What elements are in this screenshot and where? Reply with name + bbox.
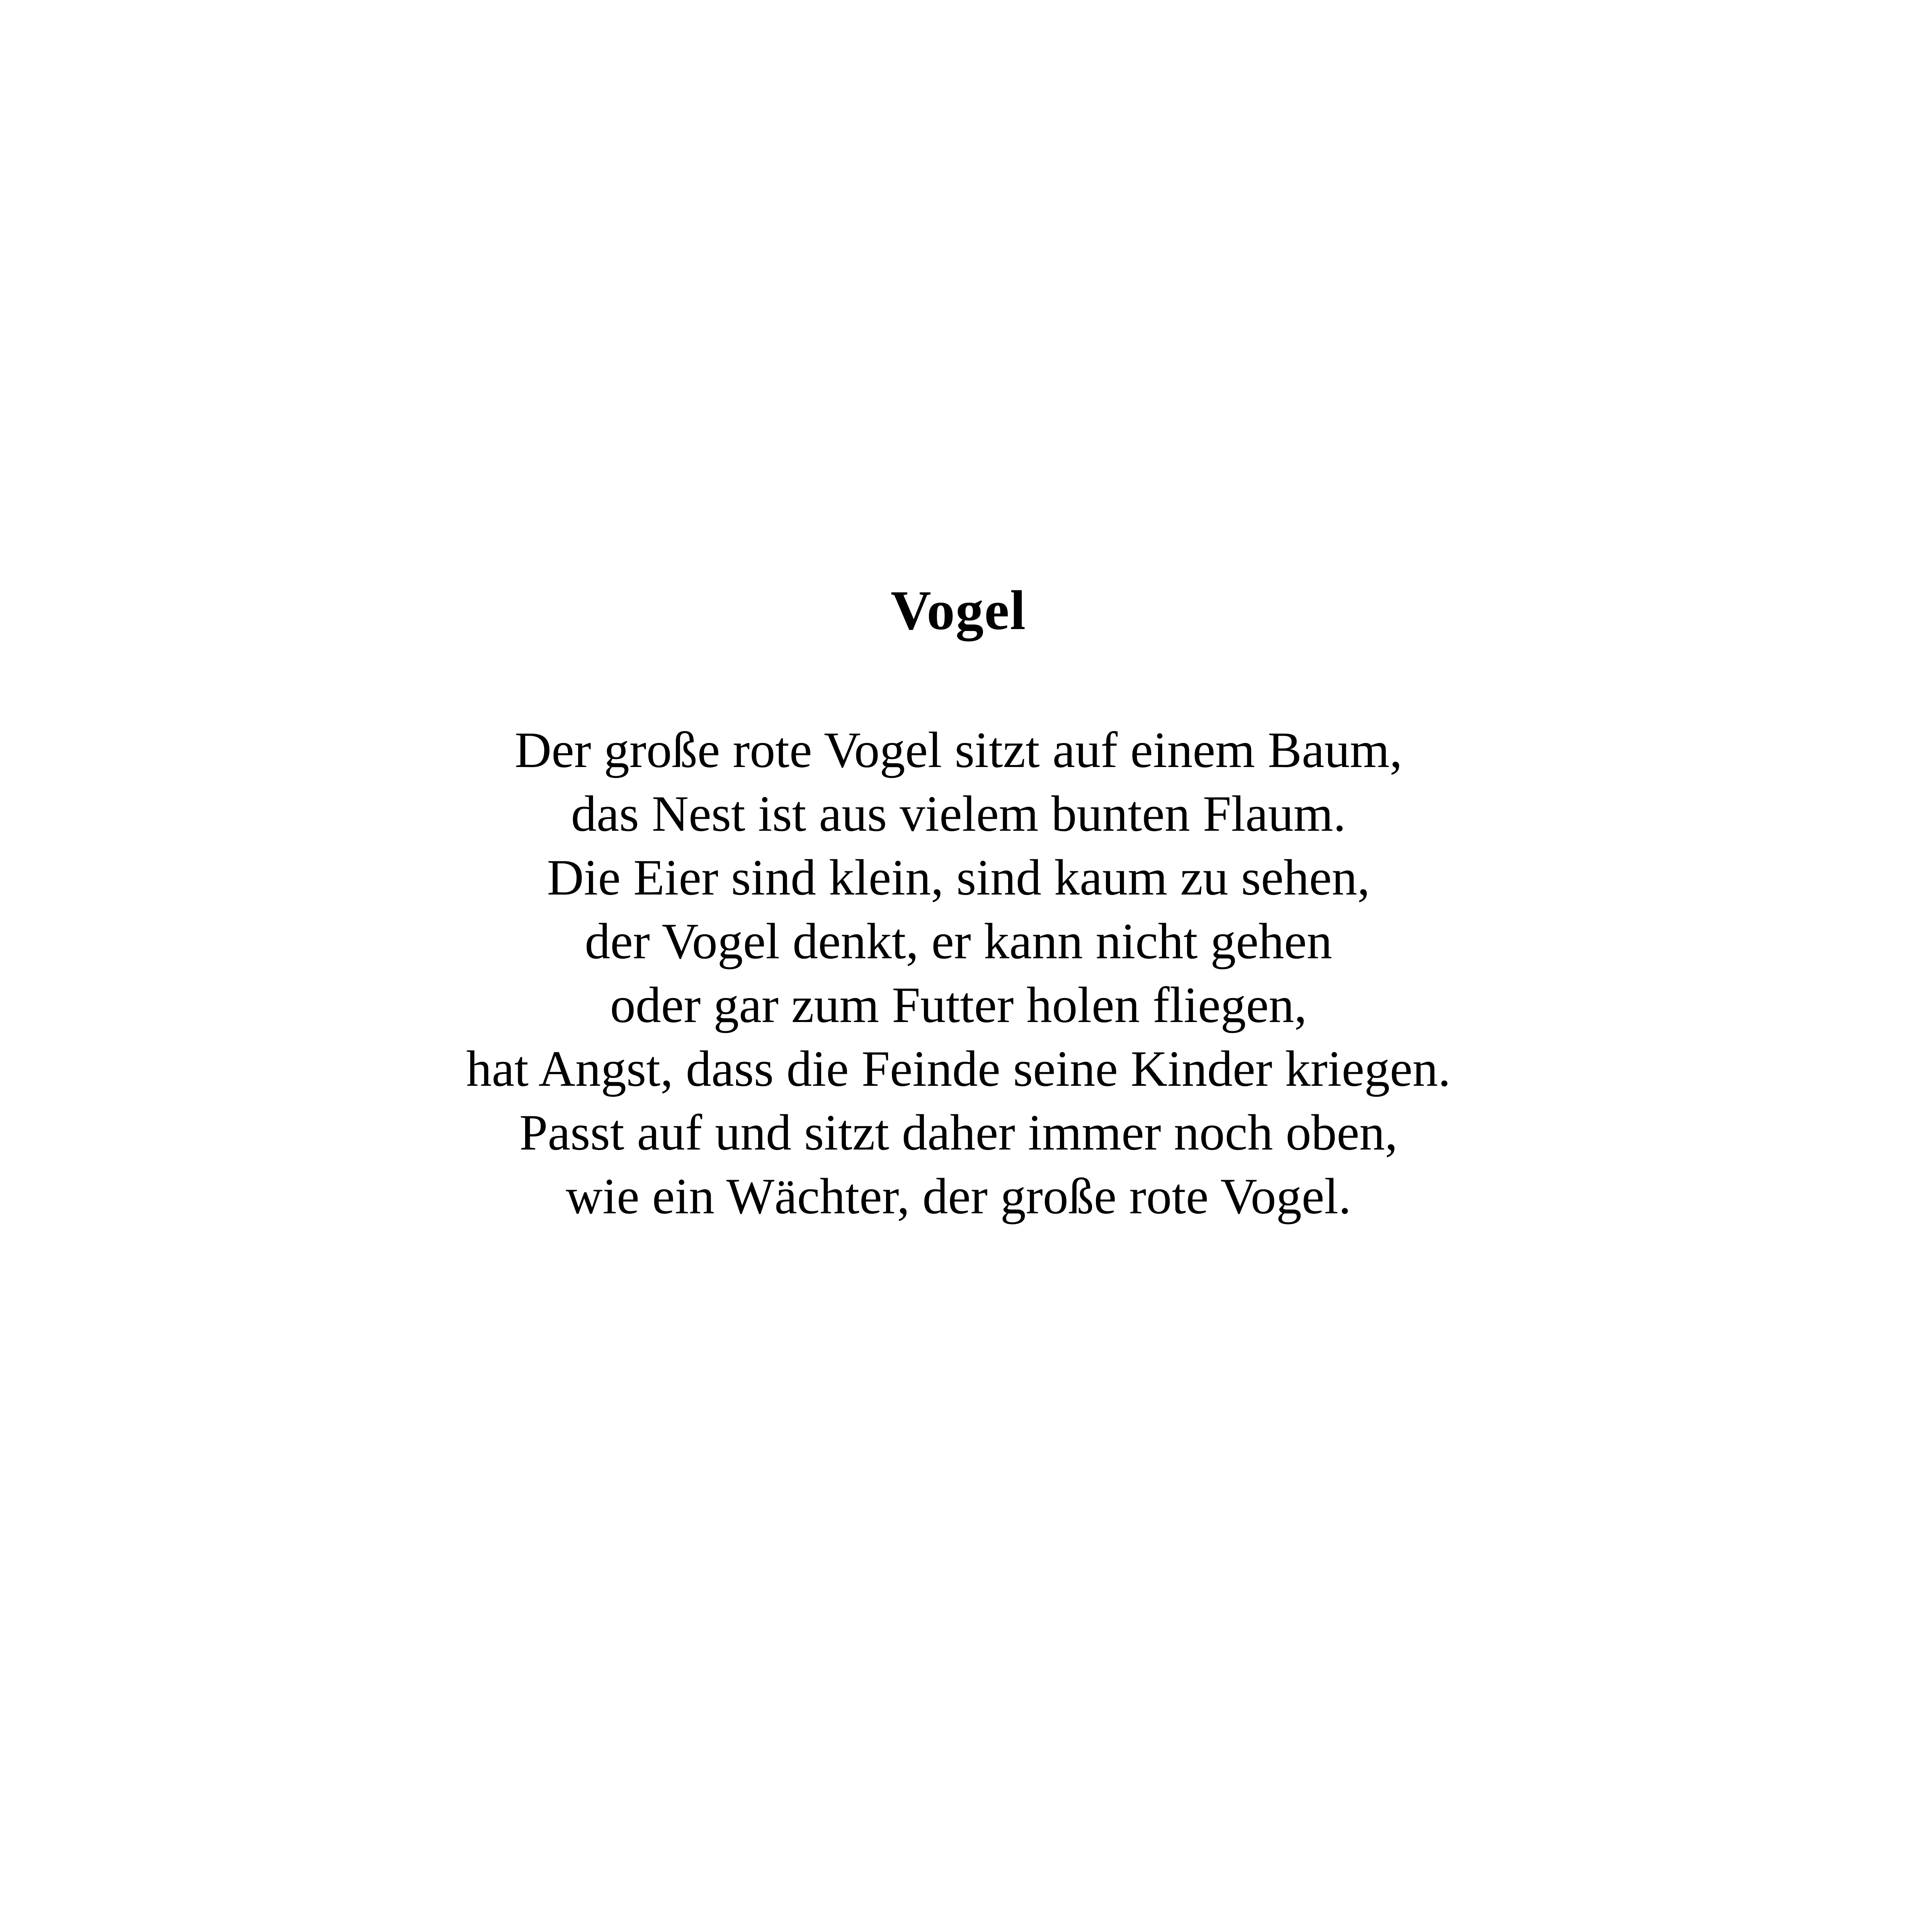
poem-line: oder gar zum Futter holen fliegen, bbox=[610, 976, 1307, 1033]
poem-title: Vogel bbox=[890, 580, 1027, 641]
poem-line: das Nest ist aus vielem bunten Flaum. bbox=[571, 785, 1346, 842]
poem bbox=[0, 572, 1917, 1228]
poem-body bbox=[0, 718, 1917, 1228]
poem-line: der Vogel denkt, er kann nicht gehen bbox=[585, 913, 1332, 969]
poem-line: Passt auf und sitzt daher immer noch oben, bbox=[519, 1104, 1398, 1161]
poem-line: wie ein Wächter, der große rote Vogel. bbox=[566, 1168, 1351, 1225]
poem-line: Die Eier sind klein, sind kaum zu sehen, bbox=[547, 849, 1370, 906]
poem-line: Der große rote Vogel sitzt auf einem Baum, bbox=[514, 721, 1403, 778]
poem-line: hat Angst, dass die Feinde seine Kinder kriegen. bbox=[466, 1040, 1451, 1097]
